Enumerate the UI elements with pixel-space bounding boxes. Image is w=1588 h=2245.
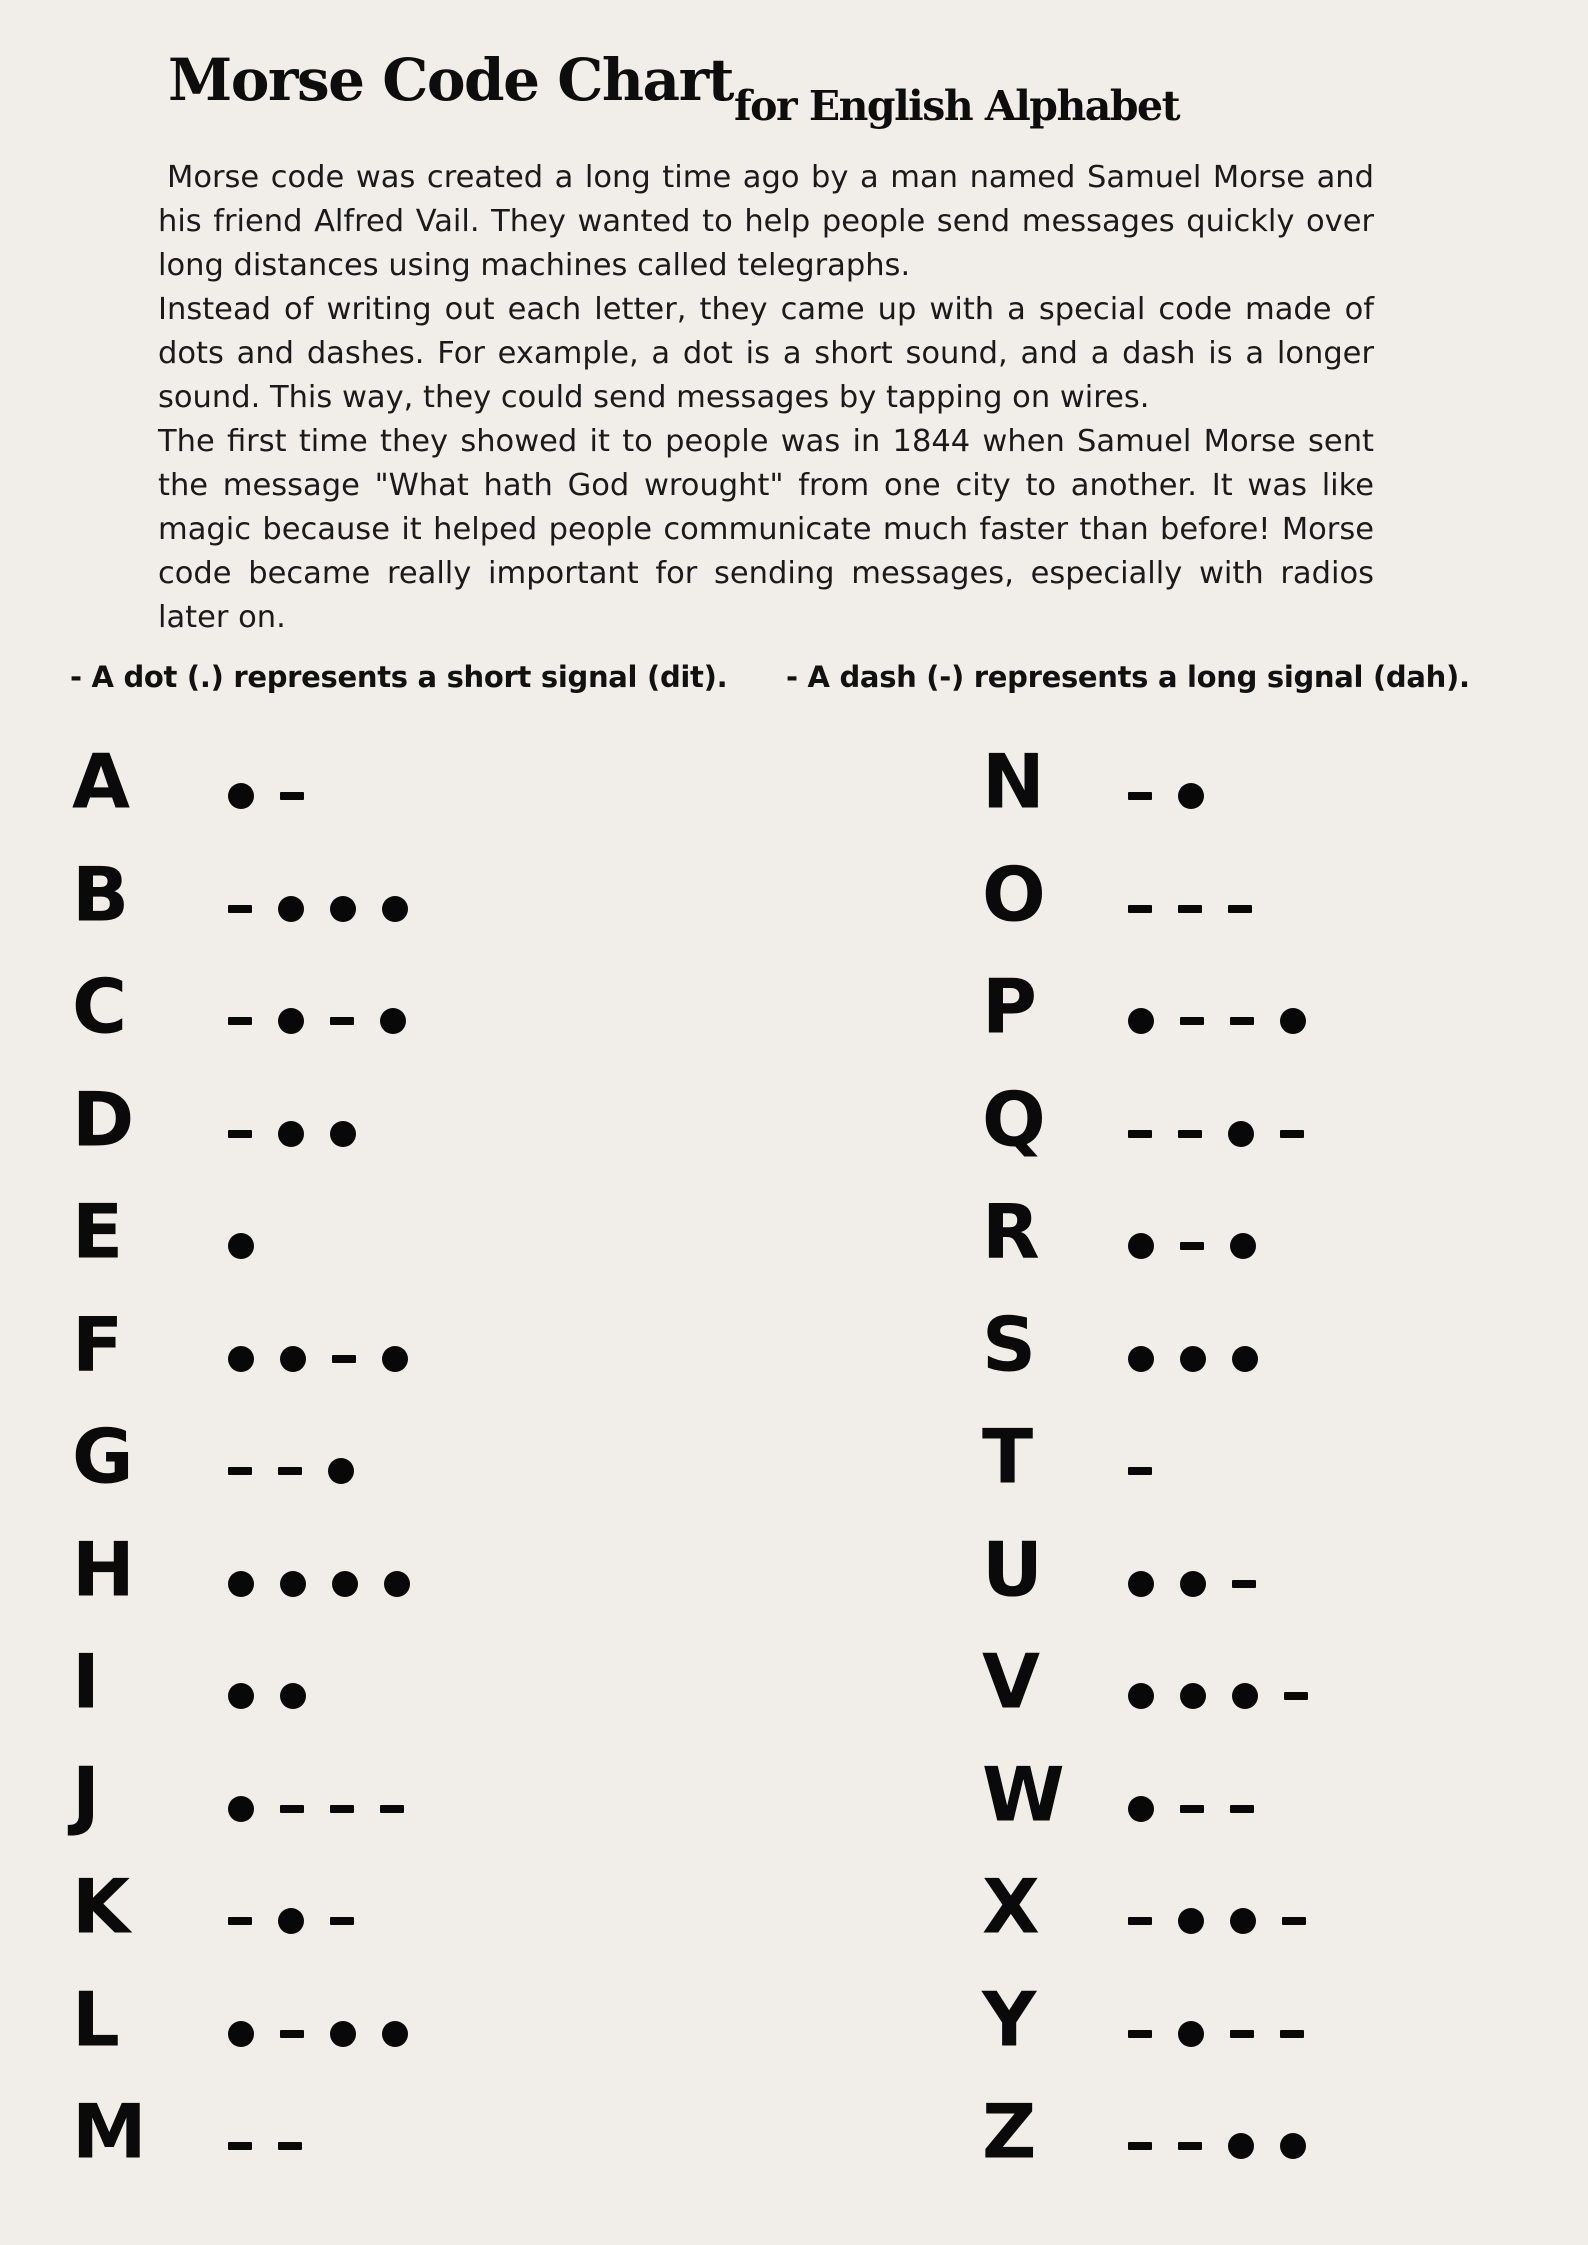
dot-symbol — [382, 896, 408, 922]
dot-symbol — [384, 1571, 410, 1597]
letter-c: C — [72, 962, 128, 1051]
letter-v: V — [982, 1637, 1041, 1726]
dot-legend: - A dot (.) represents a short signal (dit). — [70, 660, 728, 694]
dash-symbol — [278, 1467, 302, 1475]
dot-symbol — [328, 1458, 354, 1484]
morse-code-s — [1128, 1339, 1258, 1379]
morse-code-i — [228, 1676, 306, 1716]
intro-text — [158, 156, 1374, 640]
letter-n: N — [982, 737, 1045, 826]
morse-code-e — [228, 1226, 254, 1266]
page-title: Morse Code Chart — [168, 46, 733, 114]
dash-symbol — [1128, 2030, 1152, 2038]
dash-symbol — [1228, 905, 1252, 913]
dot-symbol — [228, 1571, 254, 1597]
letter-z: Z — [982, 2087, 1037, 2176]
morse-code-b — [228, 889, 408, 929]
dot-symbol — [278, 896, 304, 922]
morse-code-c — [228, 1001, 406, 1041]
dot-symbol — [280, 1683, 306, 1709]
dot-symbol — [278, 1008, 304, 1034]
letter-d: D — [72, 1075, 135, 1163]
dash-symbol — [280, 2030, 304, 2038]
dash-symbol — [228, 1130, 252, 1138]
dash-symbol — [1128, 1467, 1152, 1475]
dot-symbol — [228, 1796, 254, 1822]
dot-symbol — [1180, 1571, 1206, 1597]
dot-symbol — [1128, 1008, 1154, 1034]
dash-symbol — [1178, 1130, 1202, 1138]
dot-symbol — [1228, 2133, 1254, 2159]
morse-code-h — [228, 1564, 410, 1604]
dash-symbol — [1282, 1917, 1306, 1925]
dash-symbol — [228, 1917, 252, 1925]
dot-symbol — [330, 2021, 356, 2047]
letter-e: E — [72, 1187, 124, 1276]
dot-symbol — [380, 1008, 406, 1034]
morse-code-g — [228, 1451, 354, 1491]
dot-symbol — [1128, 1796, 1154, 1822]
dot-symbol — [228, 1683, 254, 1709]
dash-symbol — [1230, 1805, 1254, 1813]
letter-t: T — [982, 1412, 1034, 1501]
dot-symbol — [1232, 1346, 1258, 1372]
morse-code-n — [1128, 776, 1204, 816]
dash-symbol — [228, 2142, 252, 2150]
dot-symbol — [228, 1346, 254, 1372]
dot-symbol — [330, 896, 356, 922]
letter-r: R — [982, 1187, 1040, 1276]
letter-p: P — [982, 962, 1037, 1051]
dot-symbol — [280, 1571, 306, 1597]
morse-code-w — [1128, 1789, 1254, 1829]
morse-code-k — [228, 1901, 354, 1941]
dot-symbol — [1230, 1908, 1256, 1934]
letter-a: A — [72, 737, 131, 826]
dot-symbol — [1280, 2133, 1306, 2159]
dash-symbol — [228, 1467, 252, 1475]
dot-symbol — [382, 2021, 408, 2047]
dash-symbol — [330, 1805, 354, 1813]
letter-b: B — [72, 850, 130, 938]
page-subtitle: for English Alphabet — [734, 82, 1180, 130]
dash-symbol — [1128, 2142, 1152, 2150]
dot-symbol — [228, 2021, 254, 2047]
morse-code-r — [1128, 1226, 1256, 1266]
dash-symbol — [380, 1805, 404, 1813]
intro-paragraph: Instead of writing out each letter, they came up with a special code made of dots and dashes. For example, a dot is a short sound, and a dash is a longer sound. This way, they could send messages by tapping on wires. — [158, 292, 1374, 415]
letter-y: Y — [982, 1975, 1037, 2063]
letter-u: U — [982, 1525, 1043, 1613]
letter-w: W — [982, 1750, 1065, 1838]
dash-symbol — [1128, 792, 1152, 800]
dot-symbol — [278, 1121, 304, 1147]
dot-symbol — [1232, 1683, 1258, 1709]
dash-symbol — [330, 1917, 354, 1925]
dot-symbol — [382, 1346, 408, 1372]
dot-symbol — [1178, 1908, 1204, 1934]
dot-symbol — [330, 1121, 356, 1147]
intro-paragraph: The first time they showed it to people was in 1844 when Samuel Morse sent the message "What hath God wrought" from one city to another. It was like magic because it helped people communicate much faster than before! Morse code became really important for sending messages, especially with radios later on. — [158, 424, 1374, 635]
letter-f: F — [72, 1300, 124, 1388]
dash-symbol — [1284, 1692, 1308, 1700]
letter-x: X — [982, 1862, 1040, 1951]
morse-code-y — [1128, 2014, 1304, 2054]
dot-symbol — [1280, 1008, 1306, 1034]
morse-code-o — [1128, 889, 1252, 929]
dash-symbol — [332, 1355, 356, 1363]
morse-code-l — [228, 2014, 408, 2054]
letter-h: H — [72, 1525, 135, 1613]
dash-symbol — [1180, 1805, 1204, 1813]
dash-symbol — [1128, 1130, 1152, 1138]
letter-l: L — [72, 1975, 120, 2063]
dash-symbol — [1178, 905, 1202, 913]
dot-symbol — [228, 1233, 254, 1259]
dash-symbol — [1232, 1580, 1256, 1588]
dot-symbol — [332, 1571, 358, 1597]
dot-symbol — [1128, 1683, 1154, 1709]
letter-m: M — [72, 2087, 147, 2176]
morse-code-u — [1128, 1564, 1256, 1604]
dot-symbol — [1180, 1346, 1206, 1372]
dash-symbol — [1128, 1917, 1152, 1925]
dash-symbol — [330, 1017, 354, 1025]
dash-symbol — [280, 792, 304, 800]
dot-symbol — [1178, 783, 1204, 809]
letter-q: Q — [982, 1075, 1046, 1163]
dot-symbol — [1230, 1233, 1256, 1259]
dash-symbol — [280, 1805, 304, 1813]
dot-symbol — [280, 1346, 306, 1372]
dot-symbol — [1178, 2021, 1204, 2047]
morse-code-j — [228, 1789, 404, 1829]
letter-s: S — [982, 1300, 1037, 1388]
dot-symbol — [1228, 1121, 1254, 1147]
dash-symbol — [1230, 1017, 1254, 1025]
dot-symbol — [228, 783, 254, 809]
letter-j: J — [72, 1750, 100, 1838]
dash-symbol — [278, 2142, 302, 2150]
morse-code-d — [228, 1114, 356, 1154]
dot-symbol — [278, 1908, 304, 1934]
morse-code-v — [1128, 1676, 1308, 1716]
letter-o: O — [982, 850, 1046, 938]
letter-g: G — [72, 1412, 134, 1501]
letter-i: I — [72, 1637, 100, 1726]
dash-legend: - A dash (-) represents a long signal (dah). — [786, 660, 1470, 694]
morse-code-m — [228, 2126, 302, 2166]
morse-code-z — [1128, 2126, 1306, 2166]
dot-symbol — [1128, 1233, 1154, 1259]
dash-symbol — [228, 905, 252, 913]
dash-symbol — [1178, 2142, 1202, 2150]
dash-symbol — [1280, 2030, 1304, 2038]
dash-symbol — [1180, 1242, 1204, 1250]
morse-code-a — [228, 776, 304, 816]
morse-code-x — [1128, 1901, 1306, 1941]
dash-symbol — [228, 1017, 252, 1025]
dot-symbol — [1180, 1683, 1206, 1709]
morse-code-p — [1128, 1001, 1306, 1041]
morse-code-t — [1128, 1451, 1152, 1491]
intro-paragraph: Morse code was created a long time ago by a man named Samuel Morse and his friend Alfred Vail. They wanted to help people send messages quickly over long distances using machines called telegraphs. — [158, 160, 1374, 283]
dot-symbol — [1128, 1571, 1154, 1597]
letter-k: K — [72, 1862, 131, 1951]
morse-code-q — [1128, 1114, 1304, 1154]
dash-symbol — [1280, 1130, 1304, 1138]
dash-symbol — [1230, 2030, 1254, 2038]
dot-symbol — [1128, 1346, 1154, 1372]
dash-symbol — [1128, 905, 1152, 913]
morse-code-f — [228, 1339, 408, 1379]
dash-symbol — [1180, 1017, 1204, 1025]
